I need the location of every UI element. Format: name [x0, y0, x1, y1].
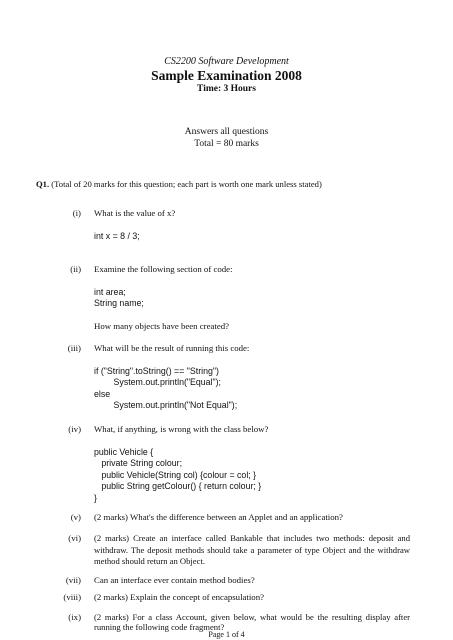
- part-body: [94, 612, 410, 632]
- part-number: (ix): [68, 612, 81, 622]
- part-text: (2 marks) Create an interface called Bankable that includes two methods: deposit and withdraw. The deposit methods should take a parameter of type Object and the withdraw method should return an Object.: [94, 533, 410, 566]
- part-text: What, if anything, is wrong with the class below?: [94, 424, 269, 434]
- part-text: (2 marks) What's the difference between an Applet and an application?: [94, 512, 343, 522]
- part-body: [94, 343, 410, 412]
- part-number: (ii): [70, 264, 81, 274]
- question-1-text: (Total of 20 marks for this question; each part is worth one mark unless stated): [49, 179, 322, 189]
- part-body: [94, 592, 410, 604]
- question-1-heading: [36, 179, 322, 189]
- part-text: What will be the result of running this code:: [94, 343, 250, 353]
- code-snippet: int x = 8 / 3;: [94, 230, 140, 241]
- part-body: [94, 533, 410, 568]
- course-name: CS2200 Software Development: [164, 56, 289, 67]
- instructions-answer-all: Answers all questions: [184, 127, 269, 137]
- part-text: What is the value of x?: [94, 208, 176, 218]
- part-text: (2 marks) For a class Account, given below, what would be the resulting display after running the following code fragment?: [94, 612, 410, 632]
- code-snippet: if ("String".toString() == "String") System.out.println("Equal"); else System.out.println("Not Equal");: [94, 365, 238, 410]
- part-text: Examine the following section of code:: [94, 264, 233, 274]
- instructions-total-marks: Total = 80 marks: [194, 139, 259, 149]
- part-number: (vi): [68, 533, 81, 543]
- question-1-label: Q1.: [36, 179, 50, 189]
- part-number: (iv): [68, 424, 81, 434]
- part-number: (vii): [65, 575, 81, 585]
- page-number-footer: Page 1 of 4: [208, 630, 245, 639]
- part-text-followup: How many objects have been created?: [94, 320, 230, 331]
- part-body: [94, 575, 410, 587]
- part-number: (i): [72, 208, 81, 218]
- part-number: (iii): [67, 343, 81, 353]
- part-body: [94, 264, 410, 332]
- code-snippet: public Vehicle { private String colour; public Vehicle(String col) {colour = col; } public String getColour() { return colour; } }: [94, 446, 262, 503]
- part-text: (2 marks) Explain the concept of encapsulation?: [94, 592, 265, 602]
- part-number: (v): [70, 512, 81, 522]
- code-snippet: int area; String name;: [94, 286, 144, 308]
- exam-title: Sample Examination 2008: [151, 68, 302, 83]
- part-body: [94, 512, 410, 524]
- part-number: (viii): [63, 592, 81, 602]
- exam-time: Time: 3 Hours: [197, 84, 256, 94]
- part-body: [94, 424, 410, 504]
- part-text: Can an interface ever contain method bodies?: [94, 575, 255, 585]
- part-body: [94, 208, 410, 242]
